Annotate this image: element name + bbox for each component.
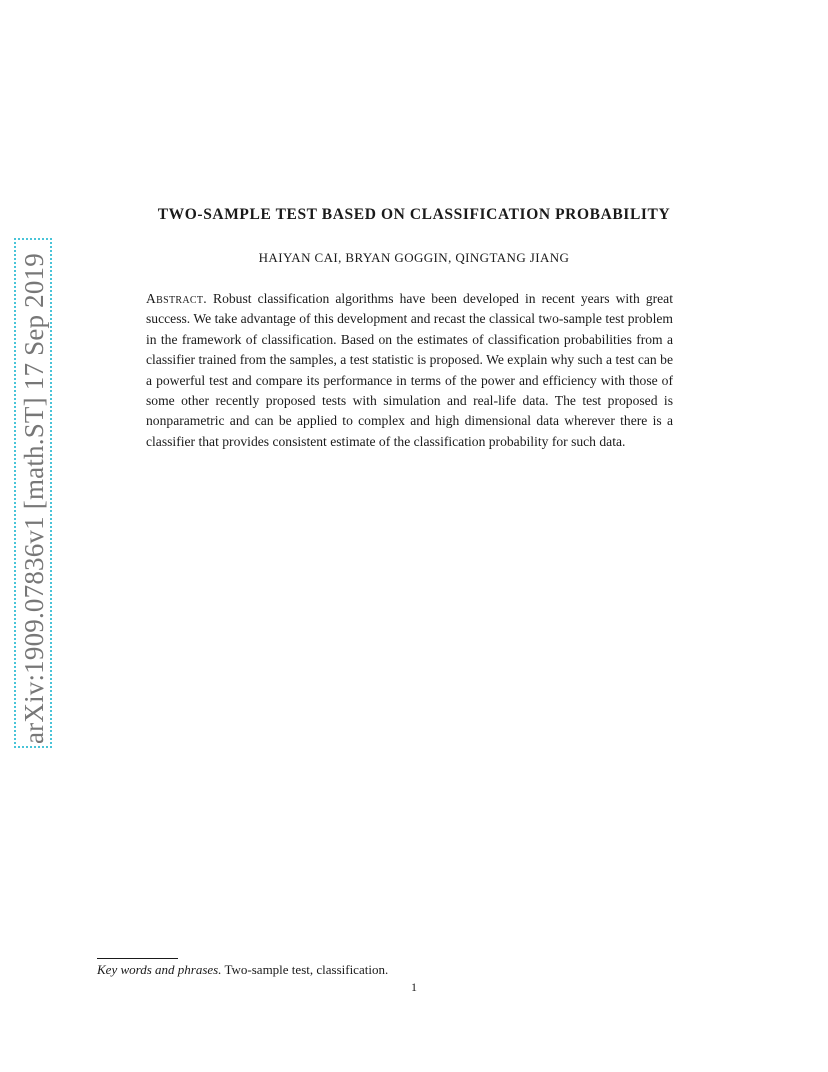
page-number: 1 [411, 980, 417, 994]
footnote-text: Two-sample test, classification. [224, 962, 389, 977]
arxiv-identifier: arXiv:1909.07836v1 [math.ST] 17 Sep 2019 [19, 253, 49, 744]
abstract-text: Robust classification algorithms have been developed in recent years with great success. We take advantage of this development and recast the classical two-sample test problem in the framework of classification. Based on the estimates of classification probabilities from a classifier trained from the samples, a test statistic is proposed. We explain why such a test can be a powerful test and compare its performance in terms of the power and efficiency with those of some other recently proposed tests with simulation and real-life data. The test proposed is nonparametric and can be applied to complex and high dimensional data wherever there is a classifier that provides consistent estimate of the classification probability for such data. [146, 291, 673, 449]
paper-title: TWO-SAMPLE TEST BASED ON CLASSIFICATION PROBABILITY [157, 206, 671, 223]
abstract [146, 289, 673, 452]
abstract-label: Abstract. [146, 291, 207, 306]
footnote [97, 962, 388, 978]
footnote-label: Key words and phrases. [97, 962, 222, 977]
footnote-rule [97, 958, 178, 959]
paper-authors: HAIYAN CAI, BRYAN GOGGIN, QINGTANG JIANG [258, 250, 570, 265]
